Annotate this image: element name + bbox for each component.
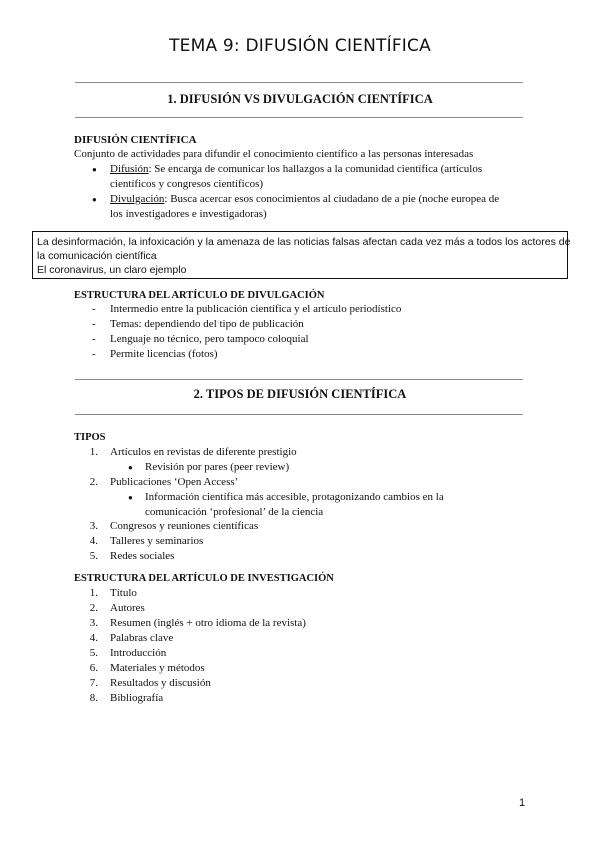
callout-line-1: La desinformación, la infoxicación y la amenaza de las noticias falsas afectan cada vez más a todos los actores de bbox=[37, 236, 571, 248]
sub-list-item: Revisión por pares (peer review) bbox=[145, 461, 290, 473]
bullet-divulgacion bbox=[110, 192, 499, 207]
list-number: 1. bbox=[89, 587, 98, 599]
list-item: Resultados y discusión bbox=[110, 677, 211, 689]
list-number: 8. bbox=[89, 692, 98, 704]
list-item: Intermedio entre la publicación científica y el artículo periodístico bbox=[110, 303, 402, 315]
list-item: Palabras clave bbox=[110, 632, 174, 644]
list-number: 5. bbox=[89, 647, 98, 659]
list-item: Congresos y reuniones científicas bbox=[110, 520, 259, 532]
bullet-difusion-text: : Se encarga de comunicar los hallazgos a la comunidad científica (artículos bbox=[148, 163, 483, 175]
subheading-difusion: DIFUSIÓN CIENTÍFICA bbox=[74, 134, 197, 146]
term-difusion: Difusión bbox=[110, 163, 149, 175]
sub-list-item: Información científica más accesible, protagonizando cambios en la bbox=[145, 491, 444, 503]
list-number: 5. bbox=[89, 550, 98, 562]
list-number: 1. bbox=[89, 446, 98, 458]
dash-marker: - bbox=[92, 303, 96, 315]
list-item: Título bbox=[110, 587, 137, 599]
list-number: 2. bbox=[89, 476, 98, 488]
list-number: 6. bbox=[89, 662, 98, 674]
bullet-divulgacion-cont: los investigadores e investigadoras) bbox=[110, 208, 267, 220]
list-item: Lenguaje no técnico, pero tampoco coloquial bbox=[110, 333, 309, 345]
dash-marker: - bbox=[92, 318, 96, 330]
sub-list-item-cont: comunicación ‘profesional’ de la ciencia bbox=[145, 506, 324, 518]
callout-line-2: la comunicación científica bbox=[37, 250, 157, 262]
term-divulgacion: Divulgación bbox=[110, 193, 165, 205]
bullet-dot: ● bbox=[128, 493, 133, 502]
divider bbox=[75, 379, 523, 380]
bullet-dot: ● bbox=[128, 463, 133, 472]
structure-divulgacion-heading: ESTRUCTURA DEL ARTÍCULO DE DIVULGACIÓN bbox=[74, 290, 325, 301]
bullet-dot: ● bbox=[92, 195, 97, 204]
list-number: 4. bbox=[89, 632, 98, 644]
list-number: 7. bbox=[89, 677, 98, 689]
divider bbox=[75, 82, 523, 83]
list-item: Bibliografía bbox=[110, 692, 164, 704]
dash-marker: - bbox=[92, 348, 96, 360]
list-item: Talleres y seminarios bbox=[110, 535, 204, 547]
list-number: 3. bbox=[89, 617, 98, 629]
list-item: Materiales y métodos bbox=[110, 662, 205, 674]
callout-line-3: El coronavirus, un claro ejemplo bbox=[37, 264, 187, 276]
callout-box bbox=[32, 231, 571, 279]
section-2-heading: 2. TIPOS DE DIFUSIÓN CIENTÍFICA bbox=[193, 387, 407, 401]
divider bbox=[75, 117, 523, 118]
bullet-difusion bbox=[110, 162, 482, 177]
section-1-heading: 1. DIFUSIÓN VS DIVULGACIÓN CIENTÍFICA bbox=[167, 92, 433, 106]
list-item: Redes sociales bbox=[110, 550, 175, 562]
list-item: Temas: dependiendo del tipo de publicación bbox=[110, 318, 304, 330]
divider bbox=[75, 414, 523, 415]
tipos-heading: TIPOS bbox=[74, 432, 106, 443]
list-item: Publicaciones ‘Open Access’ bbox=[110, 476, 239, 488]
intro-paragraph: Conjunto de actividades para difundir el conocimiento científico a las personas interesadas bbox=[74, 148, 474, 160]
page-title: TEMA 9: DIFUSIÓN CIENTÍFICA bbox=[169, 36, 431, 56]
list-item: Resumen (inglés + otro idioma de la revista) bbox=[110, 617, 306, 629]
list-item: Artículos en revistas de diferente prestigio bbox=[110, 446, 297, 458]
bullet-dot: ● bbox=[92, 165, 97, 174]
bullet-divulgacion-text: : Busca acercar esos conocimientos al ciudadano de a pie (noche europea de bbox=[164, 193, 500, 205]
list-item: Autores bbox=[110, 602, 145, 614]
dash-marker: - bbox=[92, 333, 96, 345]
page-number: 1 bbox=[519, 797, 526, 809]
structure-investigacion-heading: ESTRUCTURA DEL ARTÍCULO DE INVESTIGACIÓN bbox=[74, 573, 334, 584]
bullet-difusion-cont: científicos y congresos científicos) bbox=[110, 178, 264, 190]
list-item: Introducción bbox=[110, 647, 167, 659]
list-number: 4. bbox=[89, 535, 98, 547]
list-number: 3. bbox=[89, 520, 98, 532]
list-item: Permite licencias (fotos) bbox=[110, 348, 218, 360]
list-number: 2. bbox=[89, 602, 98, 614]
